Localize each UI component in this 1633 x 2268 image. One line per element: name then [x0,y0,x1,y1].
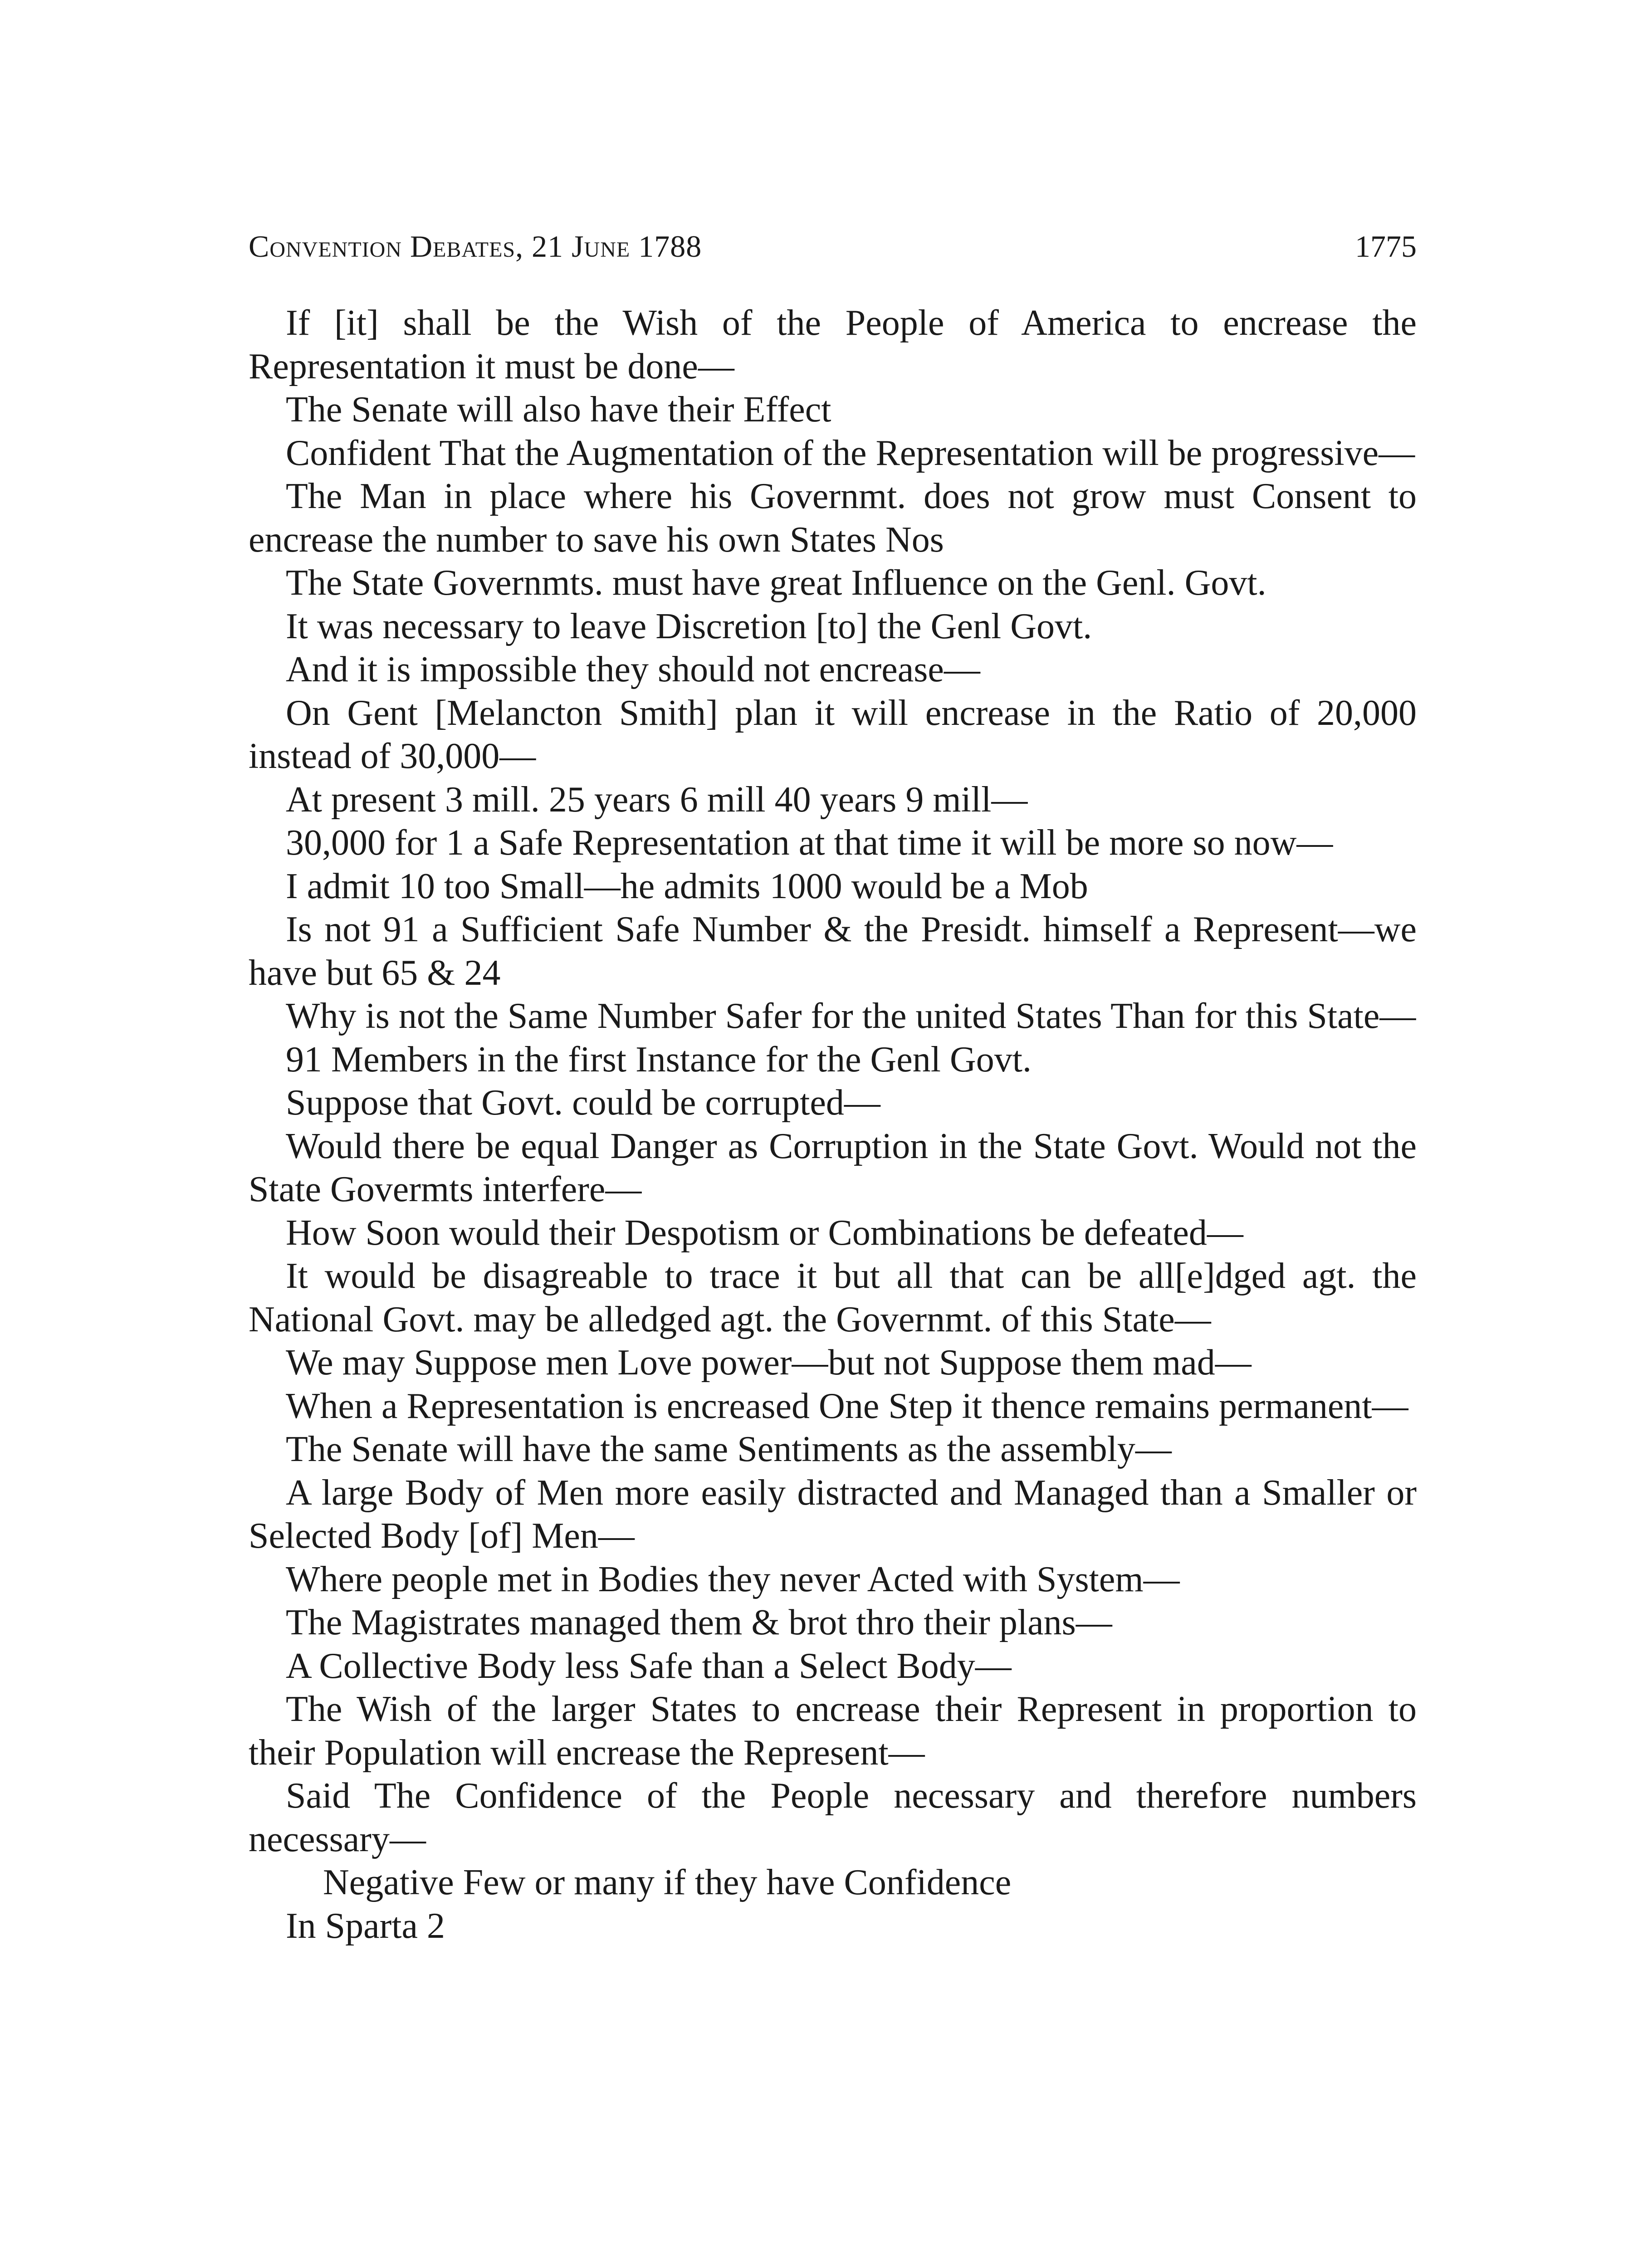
paragraph: A large Body of Men more easily distracted and Managed than a Smaller or Selected Body [of] Men— [249,1472,1417,1556]
paragraph: Would there be equal Danger as Corruption in the State Govt. Would not the State Govermts interfere— [249,1126,1417,1209]
paragraph: In Sparta 2 [286,1906,445,1946]
paragraph: Confident That the Augmentation of the Representation will be progressive— [286,433,1415,473]
paragraph: A Collective Body less Safe than a Select Body— [286,1646,1012,1686]
paragraph: Said The Confidence of the People necessary and therefore numbers necessary— [249,1776,1417,1859]
paragraph: When a Representation is encreased One Step it thence remains permanent— [286,1386,1408,1426]
body-text [249,302,1417,1948]
paragraph: How Soon would their Despotism or Combinations be defeated— [286,1212,1243,1253]
paragraph: At present 3 mill. 25 years 6 mill 40 years 9 mill— [286,779,1028,820]
paragraph: The Wish of the larger States to encrease their Represent in proportion to their Population will encrease the Represent— [249,1689,1417,1773]
paragraph: The Magistrates managed them & brot thro their plans— [286,1603,1112,1642]
paragraph: Where people met in Bodies they never Acted with System— [286,1559,1180,1599]
page-number: 1775 [1355,229,1417,264]
paragraph: The Man in place where his Governmt. does not grow must Consent to encrease the number to save his own States Nos [249,476,1417,560]
paragraph: On Gent [Melancton Smith] plan it will encrease in the Ratio of 20,000 instead of 30,000— [249,693,1417,776]
paragraph: The State Governmts. must have great Influence on the Genl. Govt. [286,563,1266,603]
paragraph: Negative Few or many if they have Confidence [323,1862,1012,1902]
paragraph: It was necessary to leave Discretion [to] the Genl Govt. [286,606,1092,646]
paragraph: Is not 91 a Sufficient Safe Number & the Presidt. himself a Represent—we have but 65 & 24 [249,909,1417,993]
paragraph: The Senate will also have their Effect [286,390,831,430]
paragraph: 30,000 for 1 a Safe Representation at that time it will be more so now— [286,823,1333,863]
paragraph: And it is impossible they should not encrease— [286,650,980,689]
header-title: Convention Debates, 21 June 1788 [249,229,702,264]
paragraph: 91 Members in the first Instance for the Genl Govt. [286,1039,1032,1080]
paragraph: Suppose that Govt. could be corrupted— [286,1083,880,1123]
paragraph: The Senate will have the same Sentiments as the assembly— [286,1429,1172,1469]
running-header [249,226,1417,267]
paragraph: Why is not the Same Number Safer for the united States Than for this State— [286,996,1416,1036]
paragraph: It would be disagreable to trace it but all that can be all[e]dged agt. the National Govt. may be alledged agt. the Governmt. of this State— [249,1256,1417,1339]
paragraph: If [it] shall be the Wish of the People of America to encrease the Representation it must be done— [249,303,1417,386]
paragraph: I admit 10 too Small—he admits 1000 would be a Mob [286,866,1088,906]
paragraph: We may Suppose men Love power—but not Suppose them mad— [286,1343,1252,1383]
